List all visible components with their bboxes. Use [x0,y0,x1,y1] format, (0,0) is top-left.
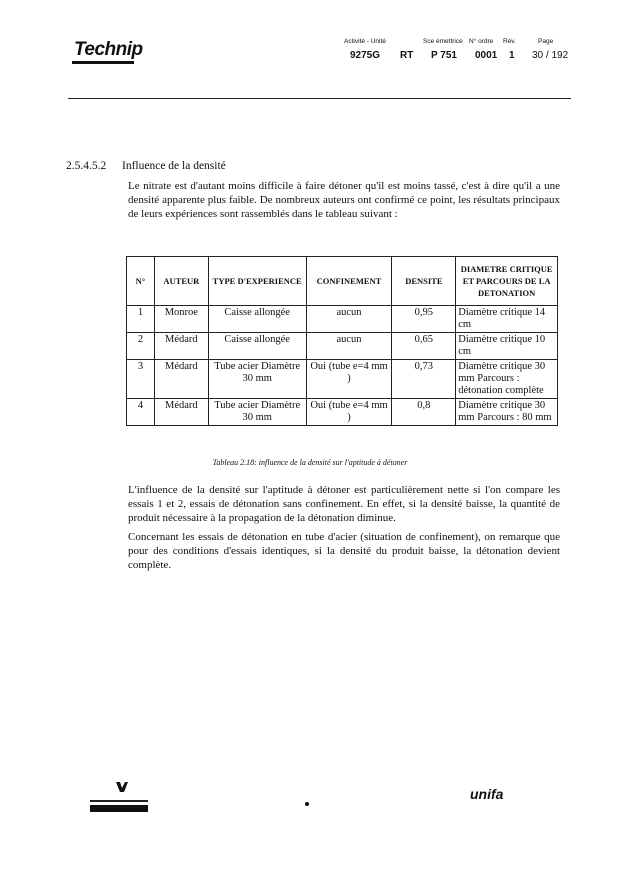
cell-confinement: Oui (tube e=4 mm ) [306,360,392,399]
section-title: Influence de la densité [122,160,226,172]
header-label-sce: Sce émettrice [423,38,463,45]
cell-num: 1 [127,306,155,333]
cell-confinement: aucun [306,306,392,333]
col-header-num: N° [127,257,155,306]
table-caption: Tableau 2.18: influence de la densité sur l'aptitude à détoner [212,458,408,467]
header-value-page: 30 / 192 [532,50,569,61]
body-paragraph-2: Concernant les essais de détonation en tube d'acier (situation de confinement), on remarque que pour des conditions d'essais identiques, si la densité du produit baisse, la détonation devient complète. [128,531,560,571]
cell-auteur: Médard [154,333,208,360]
cell-confinement: Oui (tube e=4 mm ) [306,399,392,426]
header-value-rev: 1 [509,50,515,61]
cell-densite: 0,8 [392,399,456,426]
cell-num: 3 [127,360,155,399]
section-number: 2.5.4.5.2 [66,160,107,172]
header-value-ordre: 0001 [475,50,498,61]
body-paragraph-1: L'influence de la densité sur l'aptitude à détoner est particulièrement nette si l'on compare les essais 1 et 2, essais de détonation sans confinement. En effet, si la densité baisse, la quantité de produit nécessaire à la propagation de la détonation diminue. [128,484,560,524]
technip-logo: Technip [74,39,143,60]
cell-diametre: Diamètre critique 14 cm [456,306,558,333]
table-header-row [127,257,558,306]
table-row [127,360,558,399]
cell-densite: 0,95 [392,306,456,333]
table-row [127,306,558,333]
header-rule [68,98,571,99]
cell-auteur: Médard [154,360,208,399]
col-header-confinement: CONFINEMENT [306,257,392,306]
header-value-activite: 9275G [350,50,381,61]
cell-type: Caisse allongée [208,306,306,333]
header-label-page: Page [538,38,554,45]
col-header-diametre: DIAMETRE CRITIQUE ET PARCOURS DE LA DETONATION [456,257,558,306]
cell-type: Tube acier Diamètre 30 mm [208,399,306,426]
cell-diametre: Diamètre critique 30 mm Parcours : détonation complète [456,360,558,399]
intro-paragraph: Le nitrate est d'autant moins difficile à faire détoner qu'il est moins tassé, c'est à dire qu'il a une densité apparente plus faible. De nombreux auteurs ont confirmé ce point, les résultats principaux de leurs expériences sont rassemblés dans le tableau suivant : [128,180,560,220]
ministry-logo [90,780,148,819]
header-label-rev: Rév. [503,38,516,45]
logo-underline [72,61,134,64]
cell-diametre: Diamètre critique 30 mm Parcours : 80 mm [456,399,558,426]
header-label-activite: Activité - Unité [344,38,386,45]
col-header-auteur: AUTEUR [154,257,208,306]
header-label-ordre: N° ordre [469,38,494,45]
cell-num: 2 [127,333,155,360]
header-value-sce: P 751 [431,50,457,61]
cell-densite: 0,73 [392,360,456,399]
unifa-logo: unifa [470,786,504,802]
col-header-densite: DENSITE [392,257,456,306]
density-table [126,256,558,426]
cell-num: 4 [127,399,155,426]
table-row [127,333,558,360]
cell-auteur: Monroe [154,306,208,333]
col-header-type: TYPE D'EXPERIENCE [208,257,306,306]
header-value-rt: RT [400,50,414,61]
cell-type: Tube acier Diamètre 30 mm [208,360,306,399]
page-mark [305,802,309,806]
table-row [127,399,558,426]
cell-densite: 0,65 [392,333,456,360]
cell-diametre: Diamètre critique 10 cm [456,333,558,360]
cell-confinement: aucun [306,333,392,360]
cell-type: Caisse allongée [208,333,306,360]
section-heading [66,160,226,172]
cell-auteur: Médard [154,399,208,426]
